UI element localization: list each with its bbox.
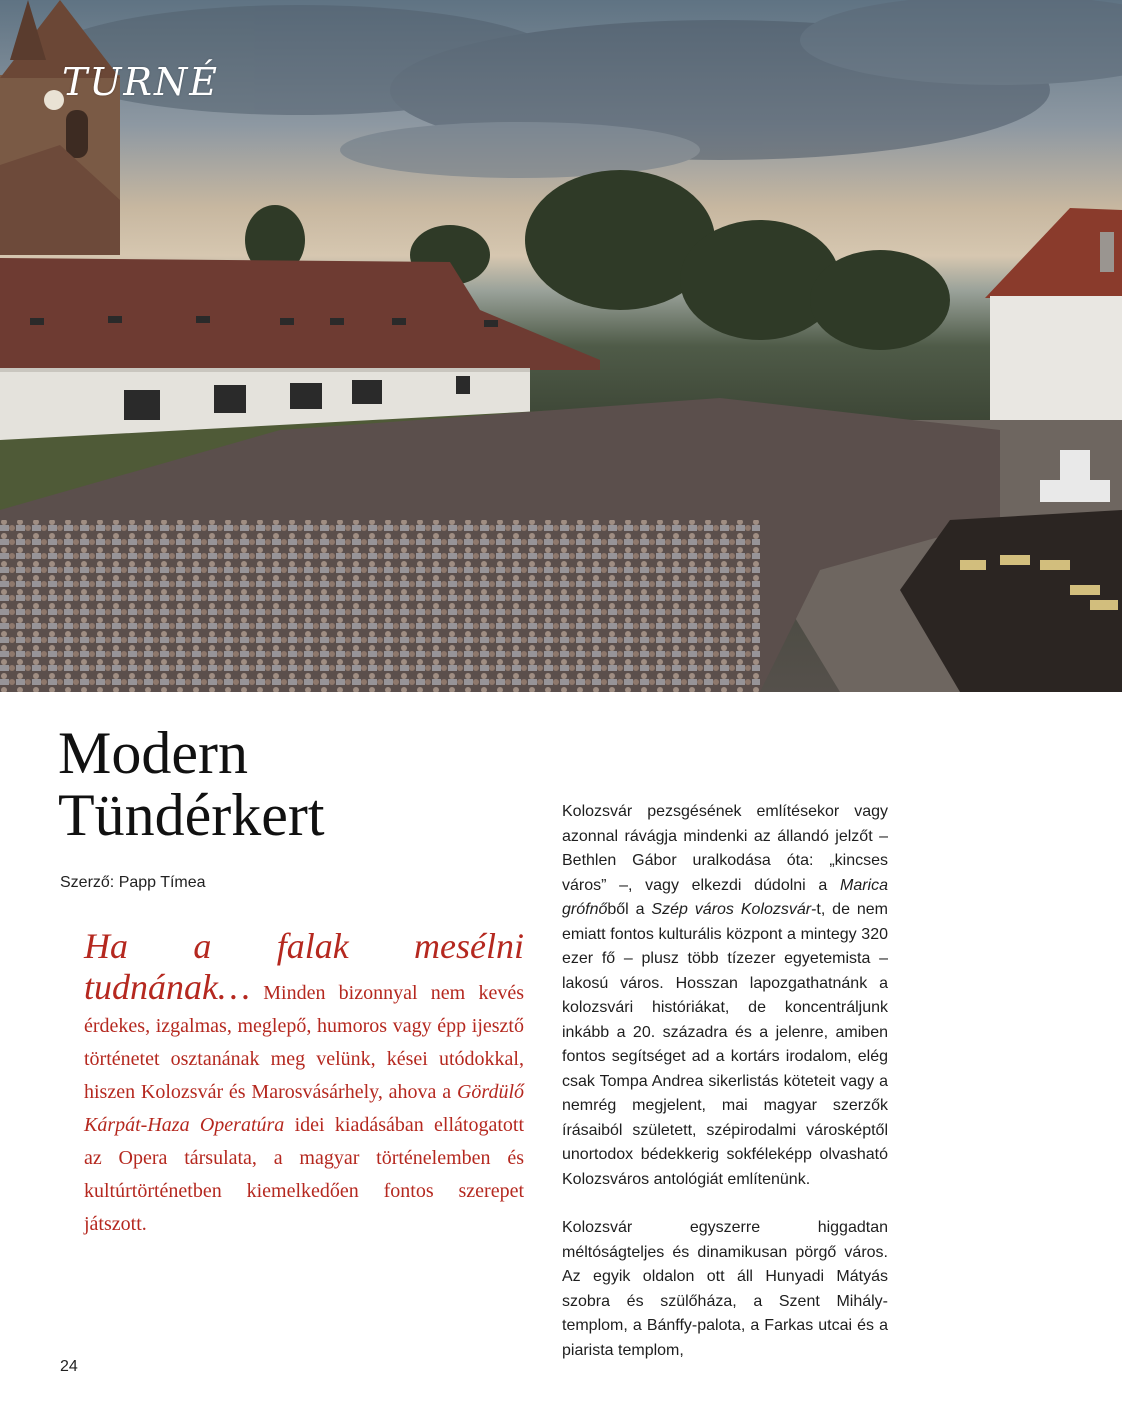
author-byline: Szerző: Papp Tímea (60, 874, 206, 891)
body-p1-italic-1: Marica grófnő (562, 876, 888, 918)
body-p1-italic-2: Szép város Kolozsvár (651, 901, 812, 918)
lead-emphasis: Ha a falak mesélni tudnának… (84, 926, 524, 1007)
body-p1-text-c: -t, de nem emiatt fontos kulturális központ a mintegy 320 ezer fő – plusz több tízezer egyetemista – lakosú város. Hosszan lapozgathatnánk a kolozsvári históriákat, de koncentráljunk inkább a 20. századra és a jelenre, amiben fontos segítséget ad a kortárs irodalom, elég csak Tompa Andrea sikerlistás köteteit vagy a nemrég megjelent, mai magyar szerzők írásaiból született, szépirodalmi városképtől unortodox bédekkerig sokféleképp olvasható Kolozsváros antológiát említenünk. (562, 901, 888, 1188)
hero-photo (0, 0, 1122, 692)
lead-text-part-2: idei kiadásában ellátogatott az Opera társulata, a magyar történelemben és kultúrtörténetben kiemelkedően fontos szerepet játszott. (84, 1114, 524, 1235)
page-number: 24 (60, 1358, 78, 1375)
right-building (985, 208, 1122, 426)
lead-text-part-1: Minden bizonnyal nem kevés érdekes, izgalmas, meglepő, humoros vagy épp ijesztő történetet osztanának meg velünk, kései utódokkal, hiszen Kolozsvár és Marosvásárhely, ahova a (84, 982, 524, 1103)
article-title (58, 722, 528, 846)
body-p1-text-a: Kolozsvár pezsgésének említésekor vagy azonnal rávágja mindenki az állandó jelzőt – Bethlen Gábor uralkodása óta: „kincses város” –, vagy elkezdi dúdolni a (562, 803, 888, 894)
section-label: TURNÉ (62, 60, 219, 104)
article-title-line-1: Modern (58, 720, 248, 786)
body-paragraph-1 (562, 800, 888, 1192)
body-p1-text-b: ből a (607, 901, 652, 918)
article-title-line-2: Tündérkert (58, 782, 325, 848)
lead-italic-title: Gördülő Kárpát-Haza Operatúra (84, 1081, 524, 1136)
body-paragraph-2: Kolozsvár egyszerre higgadtan méltóságteljes és dinamikusan pörgő város. Az egyik oldalon ott áll Hunyadi Mátyás szobra és szülőháza, a Szent Mihály-templom, a Bánffy-palota, a Farkas utcai és a piarista templom, (562, 1219, 888, 1359)
lead-paragraph (84, 928, 524, 1241)
body-column (562, 800, 888, 1387)
